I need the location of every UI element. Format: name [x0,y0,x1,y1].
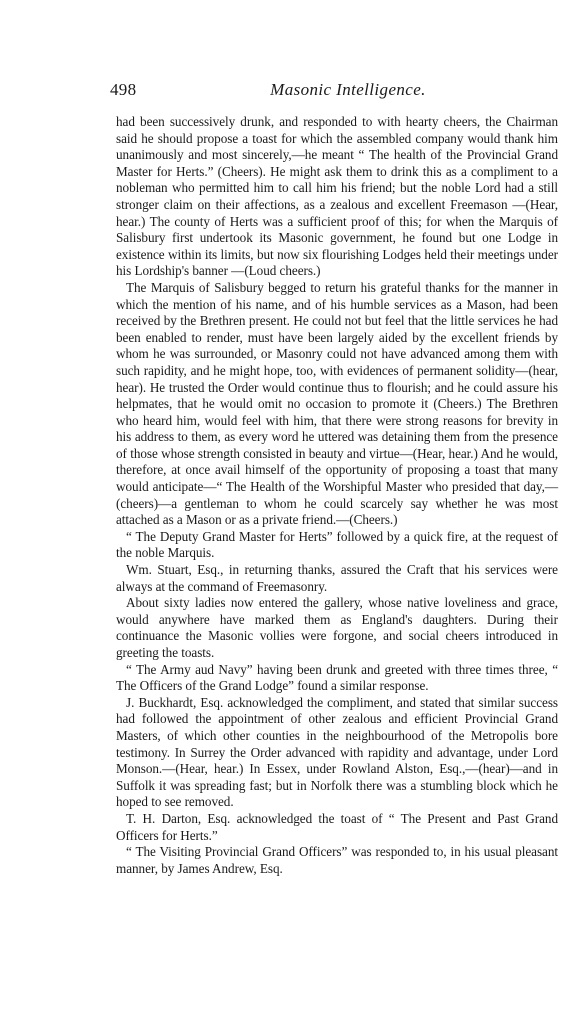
paragraph-deputy-grand-master-toast: “ The Deputy Grand Master for Herts” followed by a quick fire, at the request of the noble Marquis. [116,528,558,561]
page-number: 498 [110,80,137,99]
paragraph-continuation: had been successively drunk, and responded to with hearty cheers, the Chairman said he should propose a toast for which the assembled company would thank him unanimously and most sincerely,—he meant “ The health of the Provincial Grand Master for Herts.” (Cheers). He might ask them to drink this as a compliment to a nobleman who permitted him to call him his friend; but the noble Lord had a still stronger claim on their affections, as a zealous and excellent Freemason —(Hear, hear.) The county of Herts was a sufficient proof of this; for when the Marquis of Salisbury first undertook its Masonic government, he found but one Lodge in existence within its limits, but now six flourishing Lodges held their meetings under his Lordship's banner —(Loud cheers.) [116,114,558,279]
paragraph-stuart-reply: Wm. Stuart, Esq., in returning thanks, assured the Craft that his services were always at the command of Freemasonry. [116,562,558,594]
running-title: Masonic Intelligence. [270,80,426,99]
paragraph-salisbury-reply: The Marquis of Salisbury begged to return his grateful thanks for the manner in which the mention of his name, and of his humble services as a Mason, had been received by the Brethren present. He could not but feel that the little services he had been enabled to render, must have been largely aided by the excellent friends by whom he was surrounded, or Masonry could not have advanced among them with such rapidity, and he might hope, too, with evidences of permanent solidity—(hear, hear). He trusted the Order would continue thus to flourish; and he could assure his helpmates, that he would omit no occasion to promote it (Cheers.) The Brethren who heard him, would feel with him, that there were strong reasons for brevity in his address to them, as every word he uttered was detaining them from the presence of those whose strength consisted in beauty and virtue—(Hear, hear.) And he would, therefore, at once avail himself of the opportunity of proposing a toast that many would anticipate—“ The Health of the Worshipful Master who presided that day,—(cheers)—a gentleman to whom he could scarcely say whether he was most attached as a Mason or as a private friend.—(Cheers.) [116,279,558,528]
paragraph-buckhardt-reply: J. Buckhardt, Esq. acknowledged the compliment, and stated that similar success had followed the appointment of other zealous and efficient Provincial Grand Masters, of which other counties in the neighbourhood of the Metropolis bore testimony. In Surrey the Order advanced with rapidity and advantage, under Lord Monson.—(Hear, hear.) In Essex, under Rowland Alston, Esq.,—(hear)—and in Suffolk it was spreading fast; but in Norfolk there was a stumbling block which he hoped to see removed. [116,694,558,810]
paragraph-visiting-officers-toast: “ The Visiting Provincial Grand Officers” was responded to, in his usual pleasant manner, by James Andrew, Esq. [116,844,558,876]
paragraph-ladies-gallery: About sixty ladies now entered the gallery, whose native loveliness and grace, would anywhere have marked them as England's daughters. During their continuance the Masonic vollies were forgone, and social cheers introduced in greeting the toasts. [116,595,558,660]
body-text [116,114,558,877]
paragraph-darton-reply: T. H. Darton, Esq. acknowledged the toast of “ The Present and Past Grand Officers for Herts.” [116,810,558,843]
page-header [110,80,558,102]
paragraph-army-navy-toast: “ The Army aud Navy” having been drunk and greeted with three times three, “ The Officers of the Grand Lodge” found a similar response. [116,661,558,694]
